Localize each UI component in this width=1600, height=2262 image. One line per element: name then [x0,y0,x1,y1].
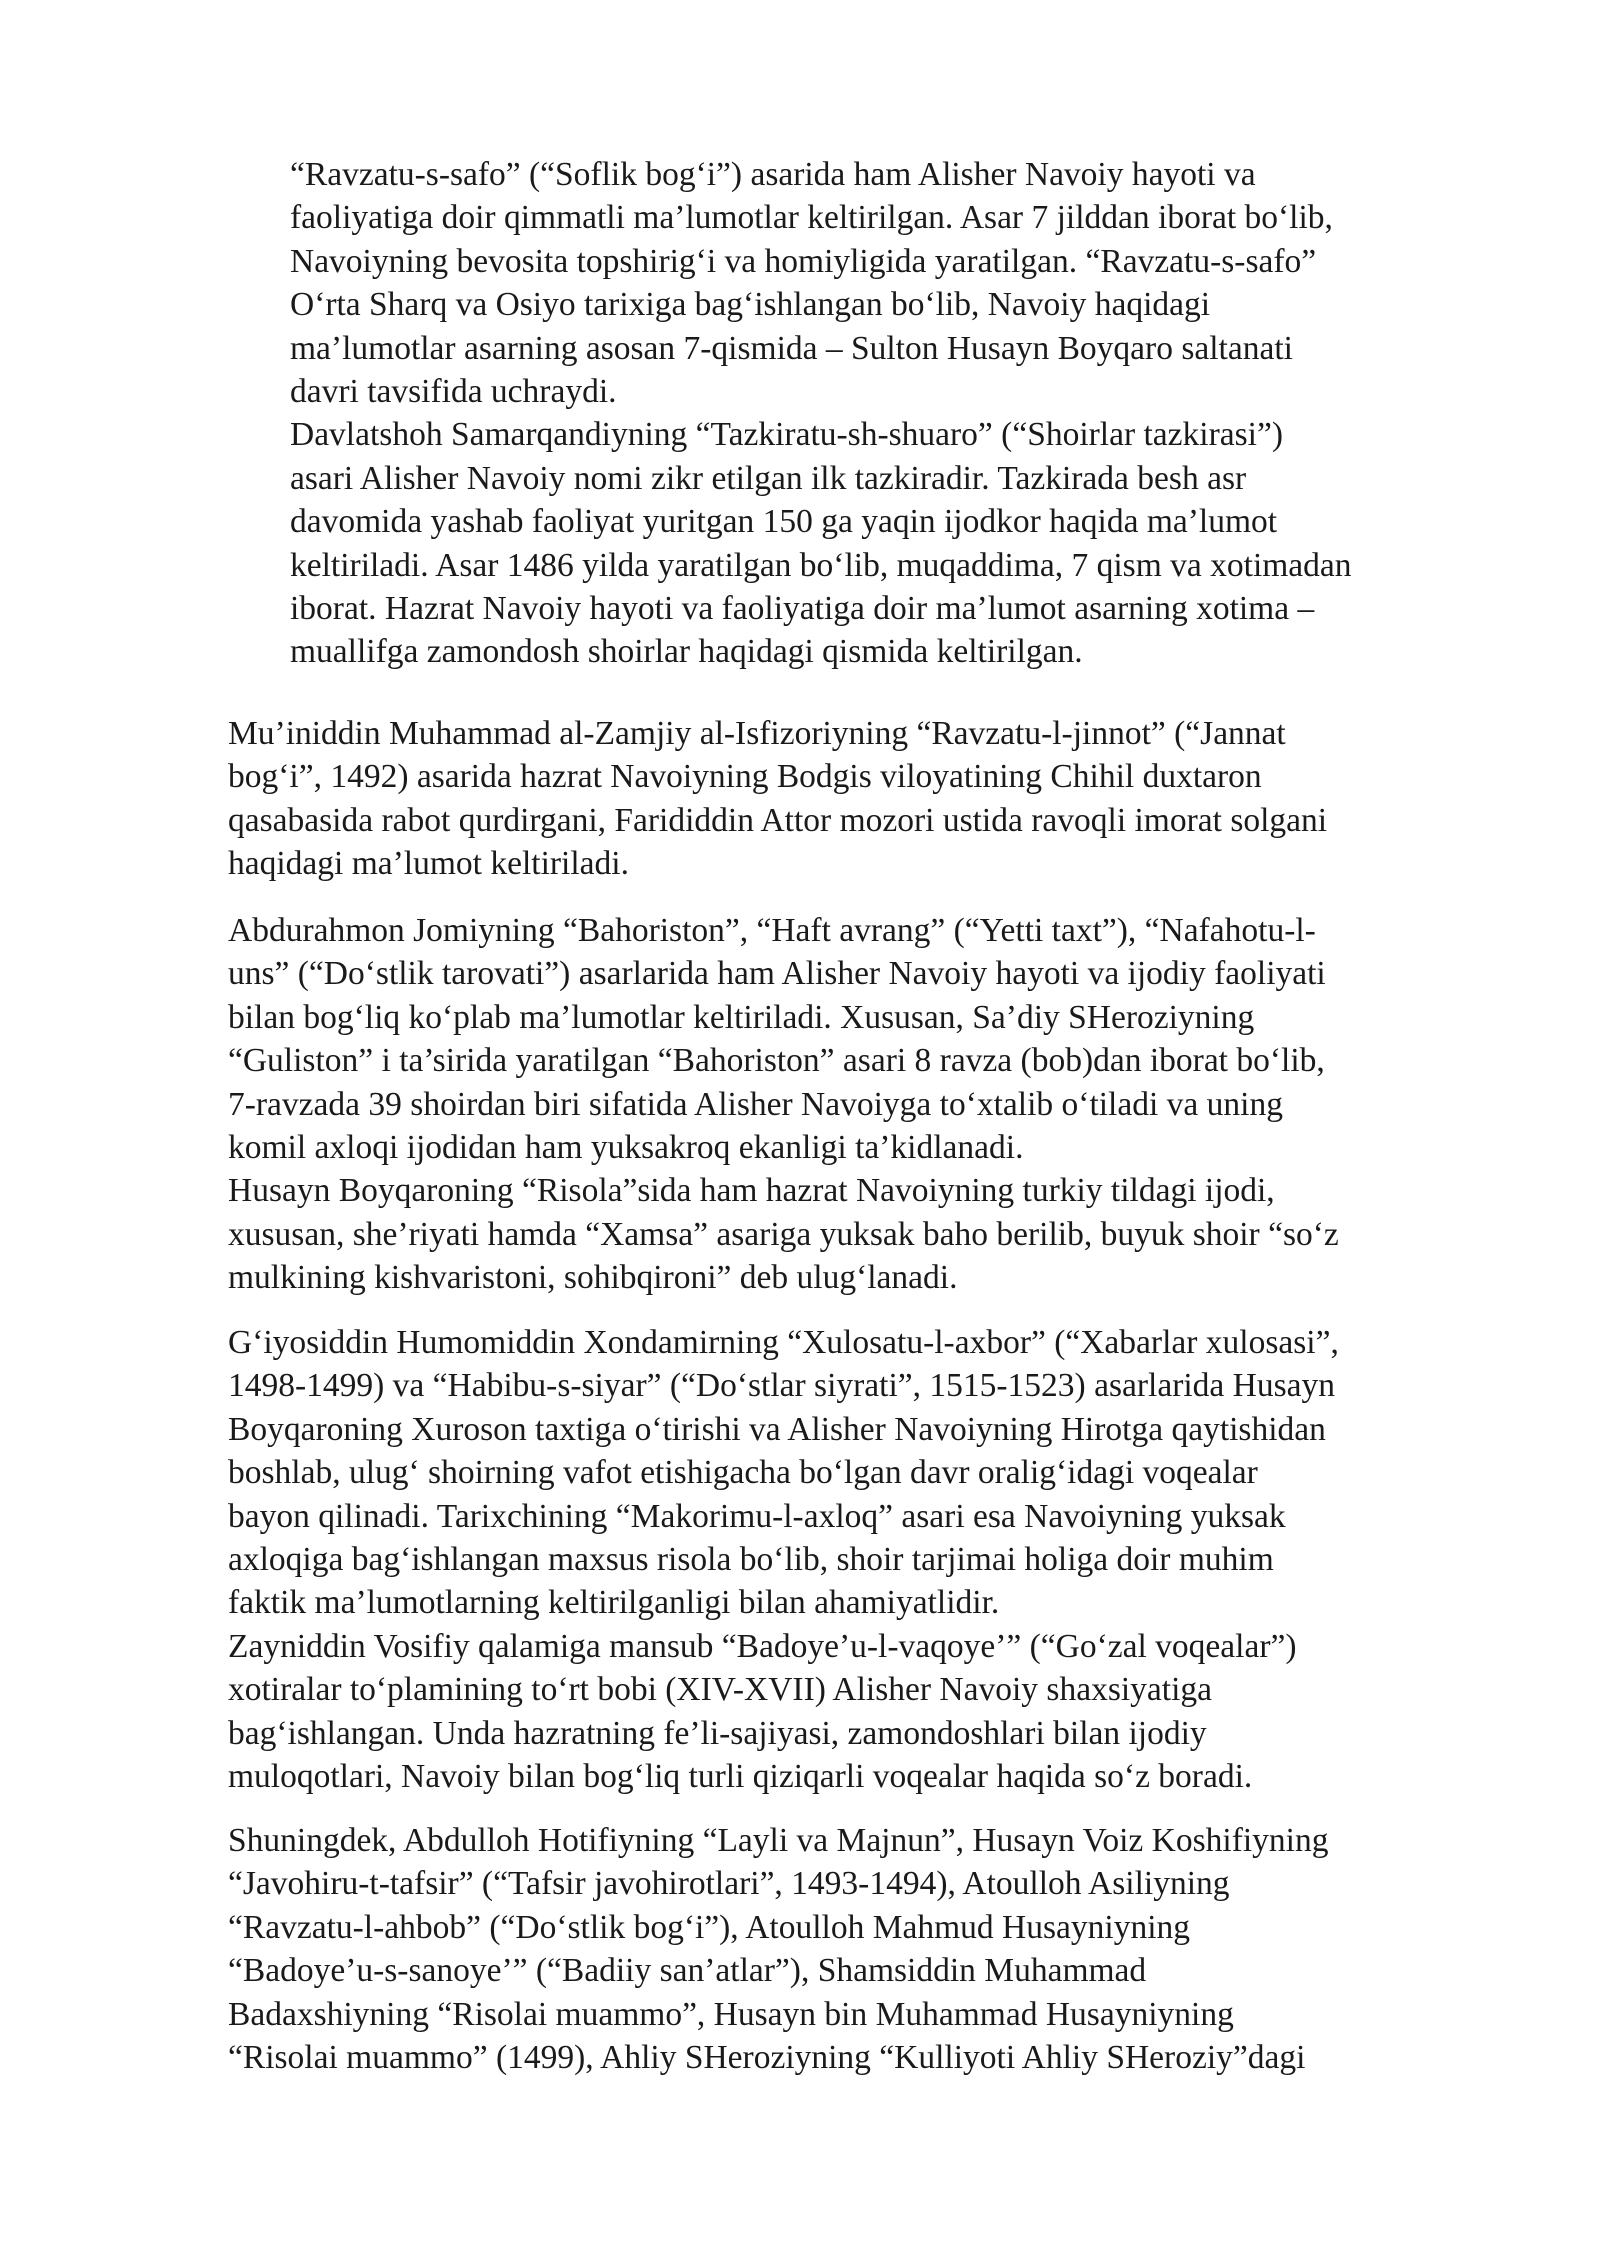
paragraph-shuningdek [228,1819,1528,2079]
text-line: “Ravzatu-s-safo” (“Soflik bog‘i”) asarida ham Alisher Navoiy hayoti va [290,156,1256,193]
paragraph-badoyeu-l-vaqoye [228,1625,1528,1799]
text-line: Mu’iniddin Muhammad al-Zamjiy al-Isfizoriyning “Ravzatu-l-jinnot” (“Jannat [228,715,1286,752]
text-line: “Ravzatu-l-ahbob” (“Do‘stlik bog‘i”), Atoulloh Mahmud Husayniyning [228,1908,1190,1946]
paragraph-ravzatu-l-jinnot [228,712,1528,886]
text-line: Badaxshiyning “Risolai muammo”, Husayn bin Muhammad Husayniyning [228,1995,1234,2033]
text-line: iborat. Hazrat Navoiy hayoti va faoliyatiga doir ma’lumot asarning xotima – [290,590,1315,628]
text-line: Shuningdek, Abdulloh Hotifiyning “Layli va Majnun”, Husayn Voiz Koshifiyning [228,1822,1329,1859]
text-line: Davlatshoh Samarqandiyning “Tazkiratu-sh-shuaro” (“Shoirlar tazkirasi”) [290,416,1283,454]
text-line: 1498-1499) va “Habibu-s-siyar” (“Do‘stlar siyrati”, 1515-1523) asarlarida Husayn [228,1367,1336,1405]
text-line: xotiralar to‘plamining to‘rt bobi (XIV-XVII) Alisher Navoiy shaxsiyatiga [228,1671,1213,1709]
text-line: bag‘ishlangan. Unda hazratning fe’li-sajiyasi, zamondoshlari bilan ijodiy [228,1714,1207,1752]
text-line: asari Alisher Navoiy nomi zikr etilgan ilk tazkiradir. Tazkirada besh asr [290,459,1247,497]
text-line: Boyqaroning Xuroson taxtiga o‘tirishi va Alisher Navoiyning Hirotga qaytishidan [228,1410,1326,1448]
text-line: O‘rta Sharq va Osiyo tarixiga bag‘ishlangan bo‘lib, Navoiy haqidagi [290,286,1211,324]
text-line: komil axloqi ijodidan ham yuksakroq ekanligi ta’kidlanadi. [228,1129,1024,1167]
paragraph-bahoriston [228,909,1528,1169]
text-line: bog‘i”, 1492) asarida hazrat Navoiyning Bodgis viloyatining Chihil duxtaron [228,758,1262,796]
text-line: davri tavsifida uchraydi. [290,373,617,411]
text-line: qasabasida rabot qurdirgani, Farididdin Attor mozori ustida ravoqli imorat solgani [228,801,1328,839]
text-line: keltiriladi. Asar 1486 yilda yaratilgan bo‘lib, muqaddima, 7 qism va xotimadan [290,546,1352,584]
section-jomiy-boyqaro [228,909,1528,1300]
indented-section [290,153,1520,674]
text-line: bayon qilinadi. Tarixchining “Makorimu-l-axloq” asari esa Navoiyning yuksak [228,1497,1286,1535]
text-line: Husayn Boyqaroning “Risola”sida ham hazrat Navoiyning turkiy tildagi ijodi, [228,1172,1275,1210]
text-line: mulkining kishvaristoni, sohibqironi” deb ulug‘lanadi. [228,1259,958,1297]
text-line: “Guliston” i ta’sirida yaratilgan “Bahoriston” asari 8 ravza (bob)dan iborat bo‘lib, [228,1042,1325,1080]
text-line: G‘iyosiddin Humomiddin Xondamirning “Xulosatu-l-axbor” (“Xabarlar xulosasi”, [228,1324,1339,1361]
paragraph-risola [228,1169,1528,1299]
text-line: xususan, she’riyati hamda “Xamsa” asariga yuksak baho berilib, buyuk shoir “so‘z [228,1215,1339,1253]
text-line: Navoiyning bevosita topshirig‘i va homiyligida yaratilgan. “Ravzatu-s-safo” [290,242,1317,280]
text-line: davomida yashab faoliyat yuritgan 150 ga yaqin ijodkor haqida ma’lumot [290,503,1278,541]
text-line: “Badoye’u-s-sanoye’” (“Badiiy san’atlar”), Shamsiddin Muhammad [228,1952,1147,1990]
text-line: faktik ma’lumotlarning keltirilganligi bilan ahamiyatlidir. [228,1584,1000,1622]
text-line: haqidagi ma’lumot keltiriladi. [228,845,629,883]
text-line: uns” (“Do‘stlik tarovati”) asarlarida ham Alisher Navoiy hayoti va ijodiy faoliyati [228,955,1326,993]
text-line: ma’lumotlar asarning asosan 7-qismida – Sulton Husayn Boyqaro saltanati [290,329,1293,367]
text-line: Zayniddin Vosifiy qalamiga mansub “Badoye’u-l-vaqoye’” (“Go‘zal voqealar”) [228,1627,1297,1665]
text-line: bilan bog‘liq ko‘plab ma’lumotlar keltiriladi. Xususan, Sa’diy SHeroziyning [228,998,1255,1036]
paragraph-ravzatu-s-safo [290,153,1520,413]
text-line: muloqotlari, Navoiy bilan bog‘liq turli qiziqarli voqealar haqida so‘z boradi. [228,1758,1253,1796]
text-line: faoliyatiga doir qimmatli ma’lumotlar keltirilgan. Asar 7 jilddan iborat bo‘lib, [290,199,1333,237]
text-line: boshlab, ulug‘ shoirning vafot etishigacha bo‘lgan davr oralig‘idagi voqealar [228,1454,1258,1492]
text-line: Abdurahmon Jomiyning “Bahoriston”, “Haft avrang” (“Yetti taxt”), “Nafahotu-l- [228,912,1316,949]
text-line: “Risolai muammo” (1499), Ahliy SHeroziyning “Kulliyoti Ahliy SHeroziy”dagi [228,2039,1306,2077]
section-xondamir-vosifiy [228,1321,1528,1798]
text-line: “Javohiru-t-tafsir” (“Tafsir javohirotlari”, 1493-1494), Atoulloh Asiliyning [228,1865,1230,1903]
text-line: muallifga zamondosh shoirlar haqidagi qismida keltirilgan. [290,633,1083,671]
paragraph-xulosatu-l-axbor [228,1321,1528,1625]
paragraph-tazkiratu-sh-shuaro [290,413,1520,673]
text-line: 7-ravzada 39 shoirdan biri sifatida Alisher Navoiyga to‘xtalib o‘tiladi va uning [228,1085,1283,1123]
text-line: axloqiga bag‘ishlangan maxsus risola bo‘lib, shoir tarjimai holiga doir muhim [228,1541,1274,1579]
